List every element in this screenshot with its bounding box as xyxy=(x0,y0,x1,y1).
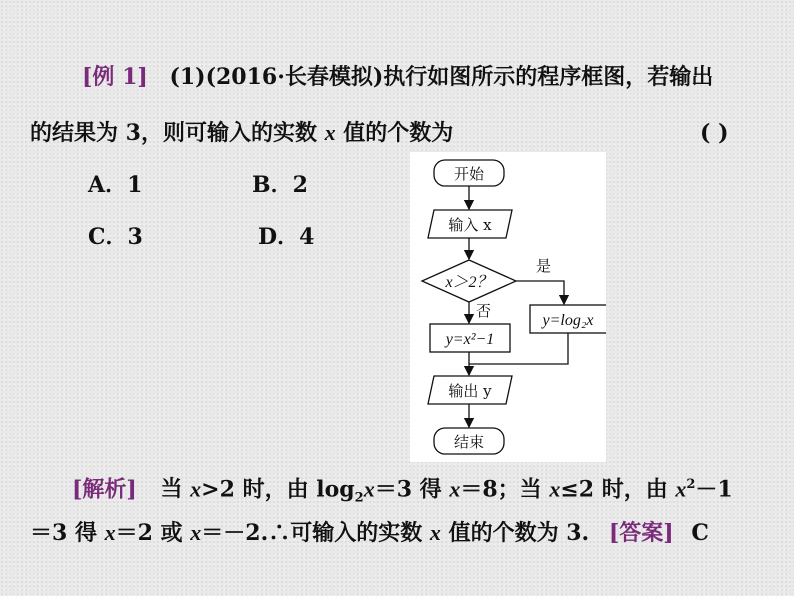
solution-text: >2 时，由 log xyxy=(201,476,355,503)
end-label: 结束 xyxy=(453,433,485,451)
no-process-label: y=x²−1 xyxy=(445,331,495,348)
yes-label: 是 xyxy=(536,257,552,275)
solution-text: ≤2 时，由 xyxy=(560,476,676,503)
option-letter: C． xyxy=(88,224,128,250)
answer-tag: [答案] xyxy=(608,520,674,546)
arrow-yes xyxy=(516,281,564,304)
answer-paren: ( ) xyxy=(700,120,729,146)
option-letter: D． xyxy=(258,224,300,250)
option-c xyxy=(88,222,143,252)
solution-text: －1 xyxy=(695,476,733,503)
option-letter: A． xyxy=(88,172,128,198)
option-d xyxy=(258,222,314,252)
start-label: 开始 xyxy=(453,165,485,183)
var-x: x xyxy=(363,476,375,502)
answer-value: C xyxy=(691,520,709,546)
input-label: 输入 x xyxy=(448,216,492,234)
flowchart-svg xyxy=(410,152,606,462)
solution-text: ＝3 得 xyxy=(374,476,450,503)
solution-text: ＝－2.∴可输入的实数 xyxy=(201,520,430,546)
solution-text: 值的个数为 3. xyxy=(440,520,590,546)
solution-text: ＝3 得 xyxy=(30,520,105,546)
solution-text: ＝8；当 xyxy=(460,476,550,503)
option-value: 1 xyxy=(127,172,143,198)
question-line-2 xyxy=(30,118,453,148)
var-x: x xyxy=(190,520,202,545)
var-x: x xyxy=(324,120,336,145)
var-x: x xyxy=(549,476,561,502)
var-x: x xyxy=(104,520,116,545)
question-line-1 xyxy=(82,62,713,92)
question-text: 的结果为 3，则可输入的实数 xyxy=(30,120,325,146)
option-letter: B． xyxy=(252,172,293,198)
option-value: 4 xyxy=(299,224,315,250)
solution-text: 当 xyxy=(160,476,191,503)
option-a xyxy=(88,170,142,200)
log-base: 2 xyxy=(354,490,364,506)
question-intro: (1)(2016·长春模拟)执行如图所示的程序框图，若输出 xyxy=(169,64,714,90)
solution-tag: [解析] xyxy=(72,476,137,503)
decision-label: x＞2？ xyxy=(445,274,493,291)
var-x: x xyxy=(190,476,202,502)
output-label: 输出 y xyxy=(448,382,492,400)
option-b xyxy=(252,170,308,200)
var-x: x xyxy=(429,520,441,545)
solution-line-2 xyxy=(30,518,709,548)
question-text-end: 值的个数为 xyxy=(335,120,454,146)
yes-process-label: y=log₂x xyxy=(542,312,594,329)
option-value: 2 xyxy=(292,172,308,198)
solution-line-1 xyxy=(72,470,733,514)
solution-text: ＝2 或 xyxy=(115,520,191,546)
var-x: x xyxy=(675,476,687,502)
option-value: 3 xyxy=(127,224,143,250)
no-label: 否 xyxy=(476,302,492,320)
exponent: 2 xyxy=(686,477,696,492)
var-x: x xyxy=(449,476,461,502)
example-tag: [例 1] xyxy=(82,64,148,90)
flowchart xyxy=(410,152,606,462)
